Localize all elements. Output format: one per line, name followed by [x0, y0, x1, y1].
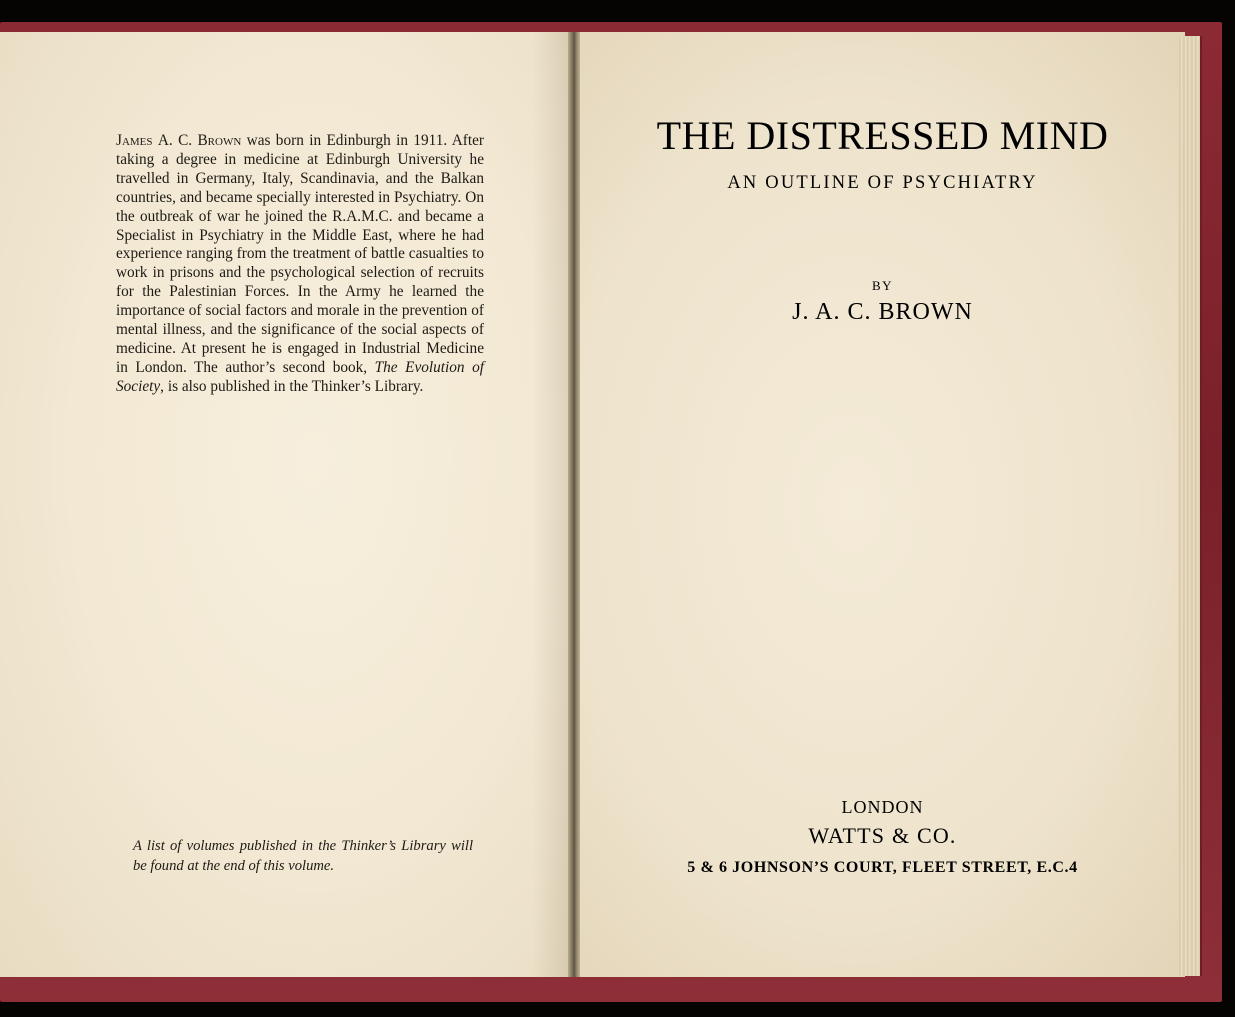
- publisher-city: LONDON: [841, 797, 924, 817]
- author-biography: [116, 132, 484, 397]
- bio-author-initials: A. C. Brown: [157, 132, 242, 149]
- bio-book-title: The Evolution of Society: [116, 358, 484, 395]
- left-page: [0, 32, 573, 977]
- publisher-address: 5 & 6 JOHNSON’S COURT, FLEET STREET, E.C.4: [687, 859, 1078, 876]
- bio-tail: , is also published in the Thinker’s Library.: [160, 377, 424, 395]
- bio-author-first-name: James: [116, 132, 153, 149]
- book-subtitle: AN OUTLINE OF PSYCHIATRY: [727, 173, 1038, 193]
- by-line: BY: [871, 278, 894, 293]
- bio-body: was born in Edinburgh in 1911. After taking a degree in medicine at Edinburgh University he travelled in Germany, Italy, Scandinavia, and the Balkan countries, and became specially interested in Psychiatry. On the outbreak of war he joined the R.A.M.C. and became a Specialist in Psychiatry in the Middle East, where he had experience ranging from the treatment of battle casualties to work in prisons and the psychological selection of recruits for the Palestinian Forces. In the Army he learned the importance of social factors and morale in the prevention of mental illness, and the significance of the social aspects of medicine. At present he is engaged in Industrial Medicine in London. The author’s second book,: [116, 132, 484, 376]
- author-name: J. A. C. BROWN: [792, 299, 973, 325]
- publisher-name: WATTS & CO.: [808, 823, 957, 848]
- library-note: A list of volumes published in the Thinker’s Library will be found at the end of this volume.: [133, 838, 473, 874]
- book-title: THE DISTRESSED MIND: [656, 113, 1109, 158]
